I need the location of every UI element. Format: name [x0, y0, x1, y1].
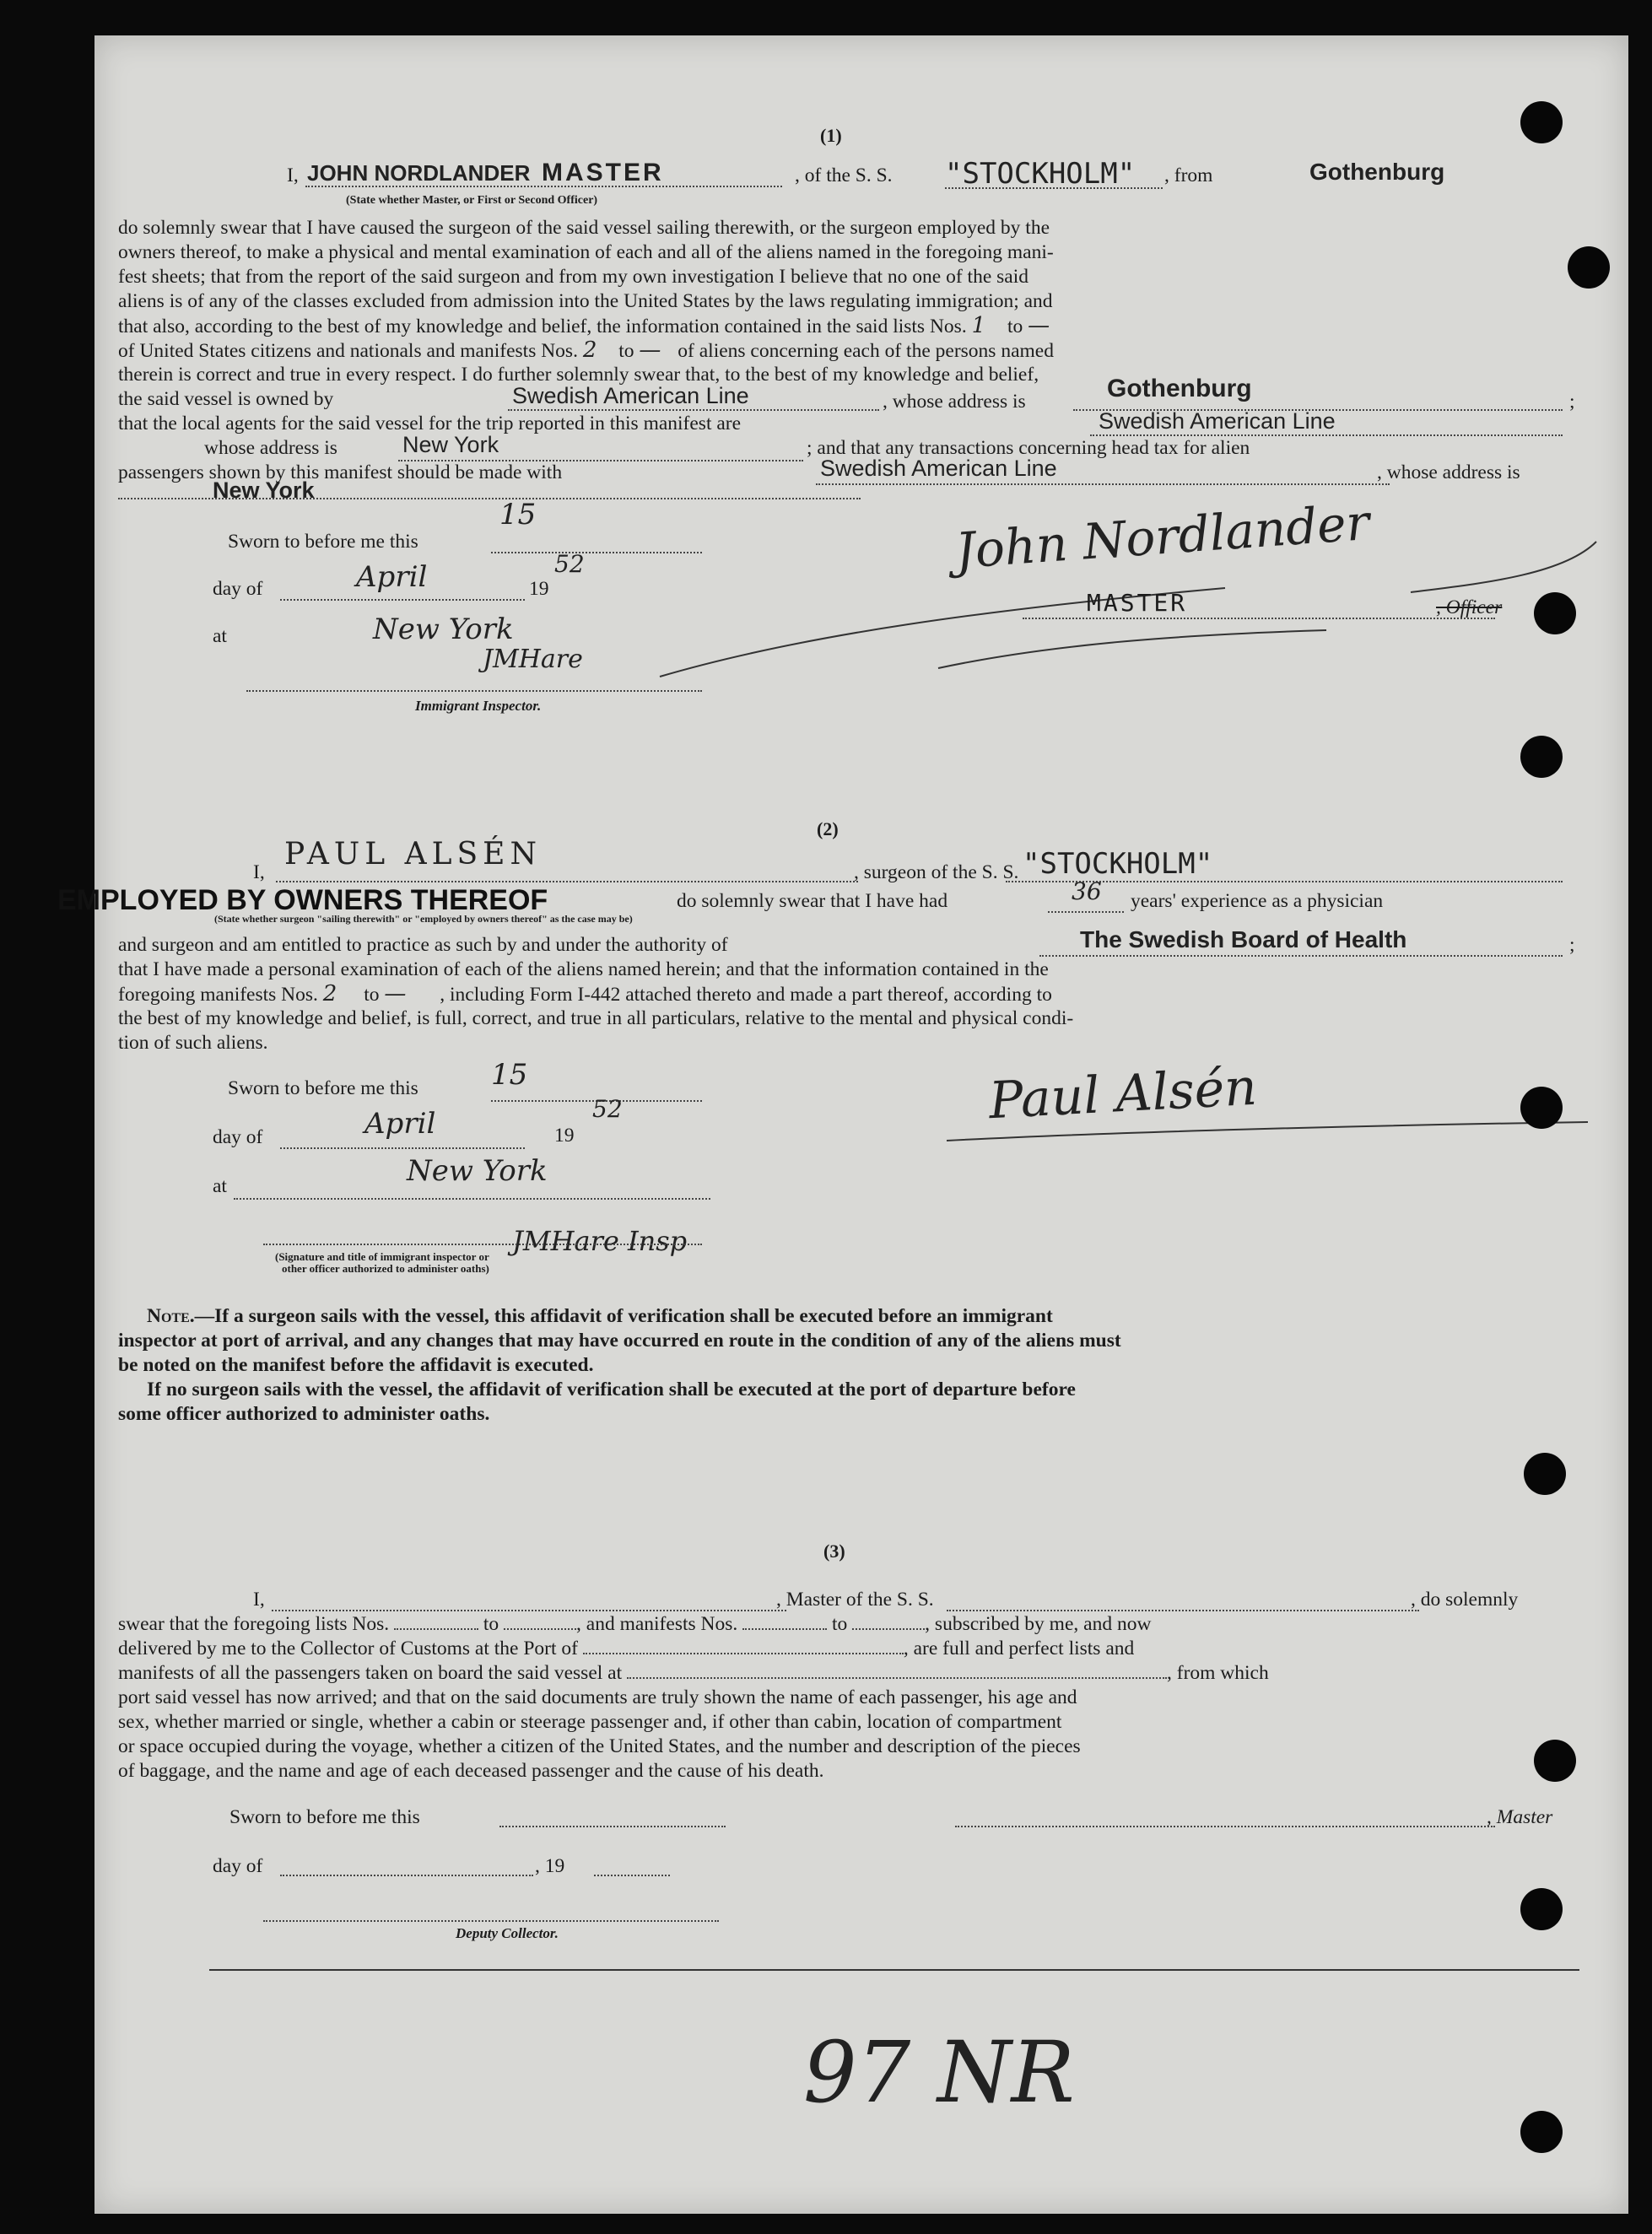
authority-label: and surgeon and am entitled to practice as such by and under the authority of — [118, 934, 728, 956]
s1-place: New York — [373, 612, 514, 646]
note-line-2: inspector at port of arrival, and any changes that may have occurred en route in the condition of any of the aliens must — [118, 1330, 1121, 1352]
surgeon-of-label: , surgeon of the S. S. — [854, 861, 1019, 883]
s2-line-4: tion of such aliens. — [118, 1032, 268, 1054]
from-port: Gothenburg — [1309, 159, 1445, 185]
owner: Swedish American Line — [512, 383, 749, 408]
s3-swear-line: swear that the foregoing lists Nos. to , and manifests Nos. to , subscribed by me, and now — [118, 1613, 1152, 1635]
s1-inspector-caption: Immigrant Inspector. — [415, 698, 542, 714]
s3-prefix: I, — [253, 1589, 265, 1611]
swear-label: do solemnly swear that I have had — [677, 890, 948, 912]
punch-hole — [1520, 1888, 1563, 1930]
section-2-number: (2) — [817, 818, 839, 839]
s1-prefix: I, — [287, 165, 299, 186]
punch-hole — [1520, 1087, 1563, 1129]
of-ss-label: , of the S. S. — [795, 165, 893, 186]
s2-inspector-caption-2: other officer authorized to administer oaths) — [282, 1262, 489, 1275]
manifests-to: — — [639, 337, 661, 363]
s2-sworn-day: 15 — [491, 1058, 528, 1092]
punch-hole — [1524, 1453, 1566, 1495]
s3-manifests-line: manifests of all the passengers taken on board the said vessel at , from which — [118, 1662, 1269, 1684]
lists-from: 1 — [971, 313, 986, 338]
agents-address-label: whose address is — [204, 437, 337, 459]
s1-year-suffix: 52 — [554, 550, 585, 578]
s1-sworn-day: 15 — [499, 498, 537, 532]
s3-do-solemnly: , do solemnly — [1411, 1589, 1519, 1611]
vessel-name-2: "STOCKHOLM" — [1023, 847, 1213, 881]
agents-address: New York — [402, 432, 499, 457]
s2-year-suffix: 52 — [592, 1095, 623, 1123]
punch-hole — [1568, 246, 1610, 289]
s1-line-6: of United States citizens and nationals and manifests Nos. 2 to — of aliens concerning each of the persons named — [118, 337, 1054, 363]
whose-address-is: , whose address is — [1377, 461, 1520, 483]
document-page: (1) I, JOHN NORDLANDER MASTER (State whether Master, or First or Second Officer) , of the S. S. "STOCKHOLM" , from Gothenburg do solemnly swear that I have caused the surgeon of the said vessel sailing therewith, or the surgeon employed by the owners thereof, to make a physical and mental examination of each and all of the aliens named in the foregoing mani- fest sheets; that from the report of the said surgeon and from my own investigation I believe that no one of the said aliens is of any of the classes excluded from admission into the United States by the laws regulating immigration; and that also, according to the best of my knowledge and belief, the information contained in the said lists Nos. 1 to — of United States citizens and nationals and manifests Nos. 2 to — of aliens concerning each of the persons named therein is correct and true in every respect. I do further solemnly swear that, to the best of my knowledge and belief, the said vessel is owned by Swedish American Line , whose address is Gothenburg ; that the local agents for the said vessel for the trip reported in this manifest are Swedish American Line whose address is New York ; and that any transactions concerning head tax for alien passengers shown by this manifest should be made with Swedish American Line , whose address is New York Sworn to before me this 15 day of April 19 52 at New York JMHare Immigrant Inspector. John Nordlander MASTER , Officer (2) I, PAUL ALSÉN , surgeon of the S. S. "STOCKHOLM" EMPLOYED BY OWNERS THEREOF (State whether surgeon "sailing therewith" or "employed by owners thereof" as the case may be) do solemnly swear that I have had 36 years' experience as a physician and surgeon and am entitled to practice as such by and under the authority of The Swedish Board of Health ; that I have made a personal examination of each of the aliens named herein; and that the information contained in the foregoing manifests Nos. 2 to — , including Form I-442 attached thereto and made a part thereof, according to the best of my knowledge and belief, is full, correct, and true in all particulars, relative to the mental and physical condi- tion of such aliens. Sworn to before me this 15 day of April 19 52 at New York JMHare Insp (Signature and title of immigrant inspector or other officer authorized to administer oaths) Paul Alsén Note.—If a surgeon sails with the vessel, this affidavit of verification shall be executed before an immigrant inspector at port of arrival, and any changes that may have occurred en route in the condition of any of the aliens must be noted on the manifest before the affidavit is executed. If no surgeon sails with the vessel, the affidavit of verification shall be executed at the port of departure before some officer authorized to administer oaths. (3) I, , Master of the S. S. , do solemnly swear that the foregoing lists Nos. to , and manifests Nos. to , subscribed by me, and now delivered by me to the Collector of Customs at the Port of , are full and perfect lists and manifests of all the passengers taken on board the said vessel at , from which port said vessel has now arrived; and that on the said documents are truly shown the name of each passenger, his age and sex, whether married or single, whether a cabin or steerage passenger and, if other than cabin, location of compartment or space occupied during the voyage, whether a citizen of the United States, and the number and description of the pieces of baggage, and the name and age of each deceased passenger and the cause of his death. Sworn to before me this , Master day of , 19 Deputy Collector. 97 NR — [94, 35, 1628, 2214]
agents: Swedish American Line — [1099, 408, 1336, 434]
note-line-4: If no surgeon sails with the vessel, the affidavit of verification shall be executed at the port of departure before — [147, 1379, 1076, 1400]
s2-manifests-from: 2 — [322, 981, 337, 1006]
section-1-number: (1) — [820, 125, 842, 146]
footer-note: 97 NR — [803, 2023, 1075, 2122]
punch-hole — [1534, 1740, 1576, 1782]
s2-sworn-label: Sworn to before me this — [228, 1077, 418, 1099]
master-rank: MASTER — [542, 159, 664, 186]
owner-address-label: , whose address is — [883, 391, 1026, 413]
s2-place: New York — [407, 1154, 548, 1188]
owned-by-label: the said vessel is owned by — [118, 388, 334, 410]
s1-line-5: that also, according to the best of my knowledge and belief, the information contained in the said lists Nos. 1 to — — [118, 313, 1050, 338]
employment-caption: (State whether surgeon "sailing therewith" or "employed by owners thereof" as the case may be) — [214, 913, 633, 925]
s1-line-4: aliens is of any of the classes excluded from admission into the United States by the laws regulating immigration; and — [118, 290, 1053, 312]
s2-line-2: foregoing manifests Nos. 2 to — , including Form I-442 attached thereto and made a part thereof, according to — [118, 981, 1052, 1006]
s3-delivered-line: delivered by me to the Collector of Customs at the Port of , are full and perfect lists and — [118, 1638, 1135, 1659]
master-signature: John Nordlander — [953, 493, 1372, 580]
s3-line-1: port said vessel has now arrived; and that on the said documents are truly shown the name of each passenger, his age and — [118, 1686, 1077, 1708]
punch-hole — [1534, 592, 1576, 634]
s1-at-label: at — [213, 625, 227, 647]
passengers-label: passengers shown by this manifest should be made with — [118, 461, 563, 483]
s2-day-of-label: day of — [213, 1126, 263, 1148]
s1-day-of-label: day of — [213, 578, 263, 600]
s3-year-prefix: , 19 — [535, 1855, 565, 1877]
head-tax-text: ; and that any transactions concerning head tax for alien — [807, 437, 1250, 459]
s1-line-3: fest sheets; that from the report of the said surgeon and from my own investigation I believe that no one of the said — [118, 266, 1028, 288]
s2-inspector-caption-1: (Signature and title of immigrant inspector or — [275, 1250, 489, 1263]
master-name: JOHN NORDLANDER — [307, 160, 531, 186]
s3-sworn-label: Sworn to before me this — [229, 1806, 420, 1828]
master-title: MASTER — [1087, 589, 1188, 617]
manifests-from: 2 — [582, 337, 597, 363]
s1-line-2: owners thereof, to make a physical and mental examination of each and all of the aliens named in the foregoing mani- — [118, 241, 1054, 263]
s2-line-1: that I have made a personal examination of each of the aliens named herein; and that the information contained in the — [118, 958, 1049, 980]
s2-at-label: at — [213, 1175, 227, 1197]
note-line-5: some officer authorized to administer oaths. — [118, 1403, 490, 1425]
years: 36 — [1072, 877, 1102, 905]
employment-stamp: EMPLOYED BY OWNERS THEREOF — [57, 884, 548, 916]
s1-month: April — [356, 560, 428, 594]
surgeon-signature-underline — [938, 1115, 1596, 1149]
punch-hole — [1520, 736, 1563, 778]
surgeon-signature: Paul Alsén — [987, 1057, 1259, 1131]
s3-day-of-label: day of — [213, 1855, 263, 1877]
authority: The Swedish Board of Health — [1080, 926, 1407, 952]
punch-hole — [1520, 101, 1563, 143]
surgeon-name: PAUL ALSÉN — [284, 837, 542, 871]
s3-master-of: , Master of the S. S. — [776, 1589, 934, 1611]
s1-sworn-label: Sworn to before me this — [228, 531, 418, 553]
note-line-1: Note.—If a surgeon sails with the vessel, this affidavit of verification shall be executed before an immigrant — [147, 1305, 1053, 1327]
s1-line-1: do solemnly swear that I have caused the surgeon of the said vessel sailing therewith, or the surgeon employed by the — [118, 217, 1050, 239]
owner-address: Gothenburg — [1107, 375, 1252, 402]
head-tax-address: New York — [213, 478, 315, 503]
years-tail: years' experience as a physician — [1131, 890, 1384, 912]
agents-label: that the local agents for the said vessel for the trip reported in this manifest are — [118, 413, 742, 434]
rank-caption: (State whether Master, or First or Second Officer) — [346, 194, 598, 207]
s3-master-label: , Master — [1487, 1806, 1553, 1828]
s1-year-prefix: 19 — [529, 578, 549, 600]
punch-hole — [1520, 2111, 1563, 2153]
s3-line-3: or space occupied during the voyage, whether a citizen of the United States, and the number and description of the pieces — [118, 1735, 1081, 1757]
deputy-caption: Deputy Collector. — [456, 1925, 559, 1941]
s1-inspector-initials: JMHare — [483, 645, 583, 674]
s2-prefix: I, — [253, 861, 265, 883]
s3-line-4: of baggage, and the name and age of each deceased passenger and the cause of his death. — [118, 1760, 824, 1782]
s2-manifests-to: — — [384, 981, 407, 1006]
s2-inspector-sig: JMHare Insp — [512, 1225, 688, 1257]
note-line-3: be noted on the manifest before the affidavit is executed. — [118, 1354, 594, 1376]
from-label: , from — [1164, 165, 1213, 186]
s2-line-3: the best of my knowledge and belief, is full, correct, and true in all particulars, relative to the mental and physical condi- — [118, 1007, 1074, 1029]
s2-year-prefix: 19 — [554, 1125, 575, 1147]
section-3-number: (3) — [823, 1541, 845, 1562]
head-tax-agent: Swedish American Line — [820, 456, 1057, 481]
vessel-name-1: "STOCKHOLM" — [945, 157, 1136, 191]
lists-to: — — [1028, 313, 1050, 338]
s2-month: April — [364, 1107, 436, 1141]
officer-word: , Officer — [1436, 596, 1503, 618]
s1-line-7: therein is correct and true in every respect. I do further solemnly swear that, to the best of my knowledge and belief, — [118, 364, 1039, 386]
s3-line-2: sex, whether married or single, whether a cabin or steerage passenger and, if other than cabin, location of compartment — [118, 1711, 1062, 1733]
